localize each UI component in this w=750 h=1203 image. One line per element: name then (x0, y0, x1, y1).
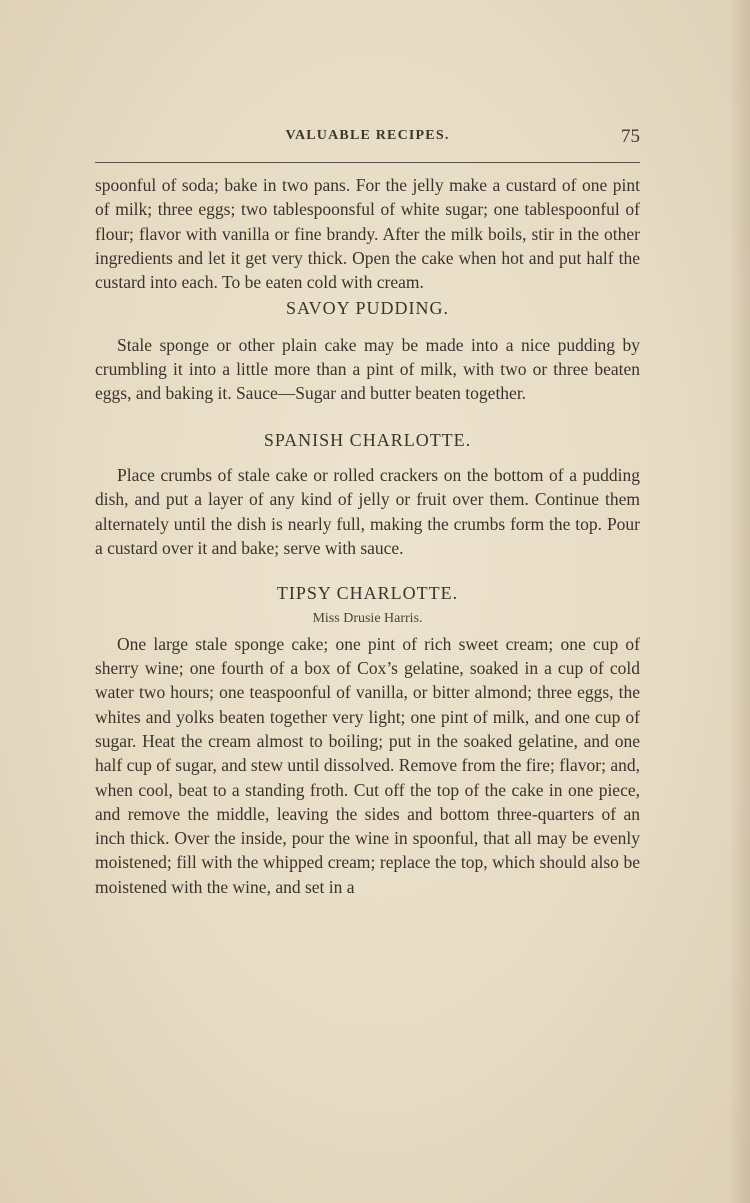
recipe-attribution: Miss Drusie Harris. (312, 611, 423, 627)
recipe-text-tipsy-charlotte: One large stale sponge cake; one pint of rich sweet cream; one cup of sherry wine; one fourth of a box of Cox’s gelatine, soaked in a cup of cold water two hours; one teaspoonful of vanilla, or bitter almond; three eggs, the whites and yolks beaten together very light; one pint of milk, and one cup of sugar. Heat the cream almost to boiling; put in the soaked gelatine, and one half cup of sugar, and stew until dissolved. Remove from the fire; flavor; and, when cool, beat to a standing froth. Cut off the top of the cake in one piece, and remove the middle, leaving the sides and bottom three-quarters of an inch thick. Over the inside, pour the wine in spoonful, that all may be evenly moistened; fill with the whipped cream; replace the top, which should also be moistened with the wine, and set in a (95, 633, 640, 897)
header-rule (95, 162, 640, 163)
recipe-text-savoy-pudding: Stale sponge or other plain cake may be made into a nice pudding by crumbling it into a little more than a pint of milk, with two or three beaten eggs, and baking it. Sauce—Sugar and butter beaten together. (95, 334, 640, 404)
running-title: VALUABLE RECIPES. (285, 128, 450, 143)
page-body (95, 173, 640, 899)
recipe-title-tipsy-charlotte: TIPSY CHARLOTTE. (276, 583, 459, 604)
recipe-text-spanish-charlotte: Place crumbs of stale cake or rolled crackers on the bottom of a pudding dish, and put a layer of any kind of jelly or fruit over them. Continue them alternately until the dish is nearly full, making the crumbs form the top. Pour a custard over it and bake; serve with sauce. (95, 464, 640, 558)
recipe-title-savoy-pudding: SAVOY PUDDING. (285, 298, 450, 319)
page-header (95, 124, 640, 154)
continuation-paragraph: spoonful of soda; bake in two pans. For the jelly make a custard of one pint of milk; three eggs; two tablespoonsful of white sugar; one tablespoonful of flour; flavor with vanilla or fine brandy. After the milk boils, stir in the other ingredients and let it get very thick. Open the cake when hot and put half the custard into each. To be eaten cold with cream. (95, 175, 640, 293)
page-number: 75 (621, 126, 640, 147)
recipe-title-spanish-charlotte: SPANISH CHARLOTTE. (263, 429, 472, 450)
